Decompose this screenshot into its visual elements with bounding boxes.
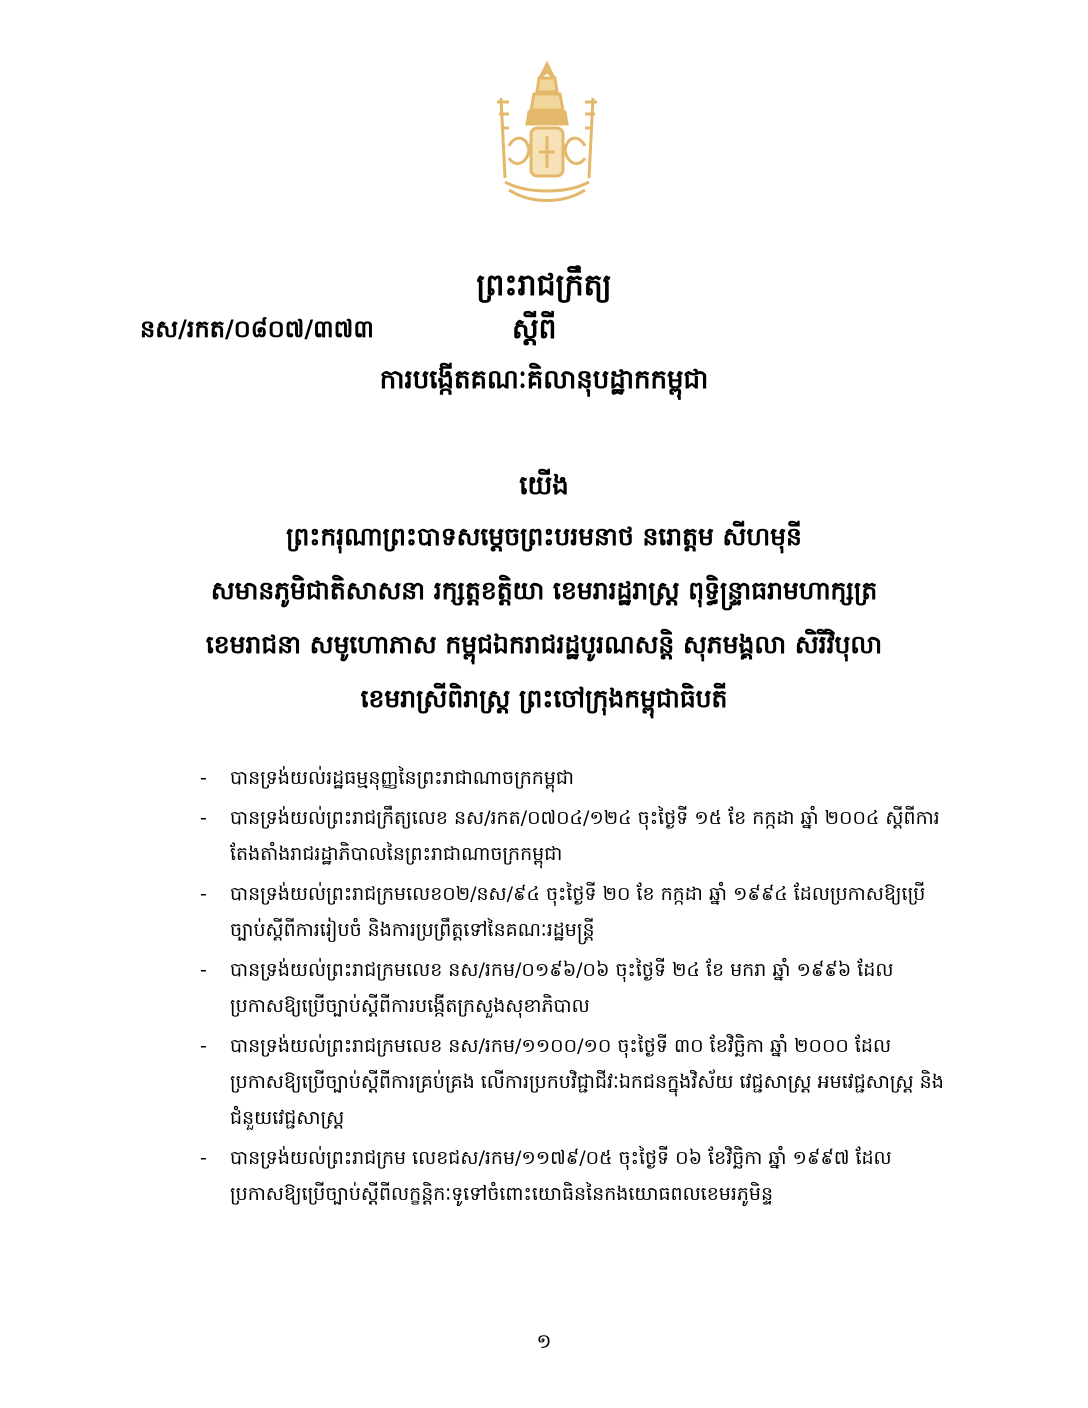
list-bullet: -	[200, 807, 207, 829]
we-heading: យើង	[519, 471, 569, 501]
consideration-item	[200, 1140, 960, 1212]
consideration-item	[200, 876, 960, 948]
list-bullet: -	[200, 883, 207, 905]
consideration-text: បានទ្រង់យល់ព្រះរាជក្រមលេខ០២/នស/៩៤ ចុះថ្ងៃទី ២០ ខែ កក្កដា ឆ្នាំ ១៩៩៤ ដែលប្រកាសឱ្យប្រើច្បាប់ស្តីពីការរៀបចំ និងការប្រព្រឹត្តទៅនៃគណៈរដ្ឋមន្ត្រី	[230, 883, 926, 941]
consideration-item	[200, 952, 960, 1024]
list-bullet: -	[200, 767, 207, 789]
considerations-list	[200, 760, 960, 1216]
list-bullet: -	[200, 959, 207, 981]
page-number: ១	[536, 1329, 552, 1353]
consideration-text: បានទ្រង់យល់ព្រះរាជក្រមលេខ នស/រកម/០១៩៦/០៦ ចុះថ្ងៃទី ២៤ ខែ មករា ឆ្នាំ ១៩៩៦ ដែលប្រកាសឱ្យប្រើច្បាប់ស្តីពីការបង្កើតក្រសួងសុខាភិបាល	[230, 959, 894, 1017]
king-title-block	[60, 510, 1028, 726]
consideration-item	[200, 1028, 960, 1136]
king-title-line: ព្រះករុណាព្រះបាទសម្តេចព្រះបរមនាថ នរោត្តម សីហមុនី	[286, 522, 802, 551]
consideration-text: បានទ្រង់យល់ព្រះរាជក្រមលេខ នស/រកម/១១០០/១០ ចុះថ្ងៃទី ៣០ ខែវិច្ឆិកា ឆ្នាំ ២០០០ ដែលប្រកាសឱ្យប្រើច្បាប់ស្តីពីការគ្រប់គ្រង លើការប្រកបវិជ្ជាជីវៈឯកជនក្នុងវិស័យ វេជ្ជសាស្ត្រ អមវេជ្ជសាស្ត្រ និង ជំនួយវេជ្ជសាស្ត្រ	[230, 1035, 944, 1129]
reference-number: នស/រកត/០៨០៧/៣៧៣	[140, 315, 374, 343]
list-bullet: -	[200, 1147, 207, 1169]
king-title-line: ខេមរាជនា សមូហោភាស កម្ពុជឯករាជរដ្ឋបូរណសន្តិ សុភមង្គលា សិរីវិបុលា	[205, 630, 883, 659]
decree-subject: ការបង្កើតគណៈគិលានុបដ្ឋាកកម្ពុជា	[379, 365, 709, 395]
consideration-item	[200, 760, 960, 796]
consideration-text: បានទ្រង់យល់ព្រះរាជក្រម លេខជស/រកម/១១៧៩/០៥ ចុះថ្ងៃទី ០៦ ខែវិច្ឆិកា ឆ្នាំ ១៩៩៧ ដែលប្រកាសឱ្យប្រើច្បាប់ស្តីពីលក្ខន្តិកៈទូទៅចំពោះយោធិននៃកងយោធពលខេមរភូមិន្ទ	[230, 1147, 892, 1205]
royal-coat-of-arms-emblem	[487, 58, 607, 218]
on-label: ស្តីពី	[512, 312, 557, 345]
king-title-line: ខេមរាស្រីពិរាស្ត្រ ព្រះចៅក្រុងកម្ពុជាធិបតី	[360, 684, 728, 713]
consideration-text: បានទ្រង់យល់ព្រះរាជក្រឹត្យលេខ នស/រកត/០៧០៤/១២៤ ចុះថ្ងៃទី ១៥ ខែ កក្កដា ឆ្នាំ ២០០៤ ស្តីពីការតែងតាំងរាជរដ្ឋាភិបាលនៃព្រះរាជាណាចក្រកម្ពុជា	[230, 807, 940, 865]
consideration-text: បានទ្រង់យល់រដ្ឋធម្មនុញ្ញនៃព្រះរាជាណាចក្រកម្ពុជា	[230, 767, 575, 789]
consideration-item	[200, 800, 960, 872]
decree-title: ព្រះរាជក្រឹត្យ	[476, 268, 612, 303]
king-title-line: សមានភូមិជាតិសាសនា រក្សត្តខត្តិយា ខេមរារដ្ឋរាស្ត្រ ពុទ្ធិន្ទ្រាធរាមហាក្សត្រ	[210, 576, 878, 605]
list-bullet: -	[200, 1035, 207, 1057]
